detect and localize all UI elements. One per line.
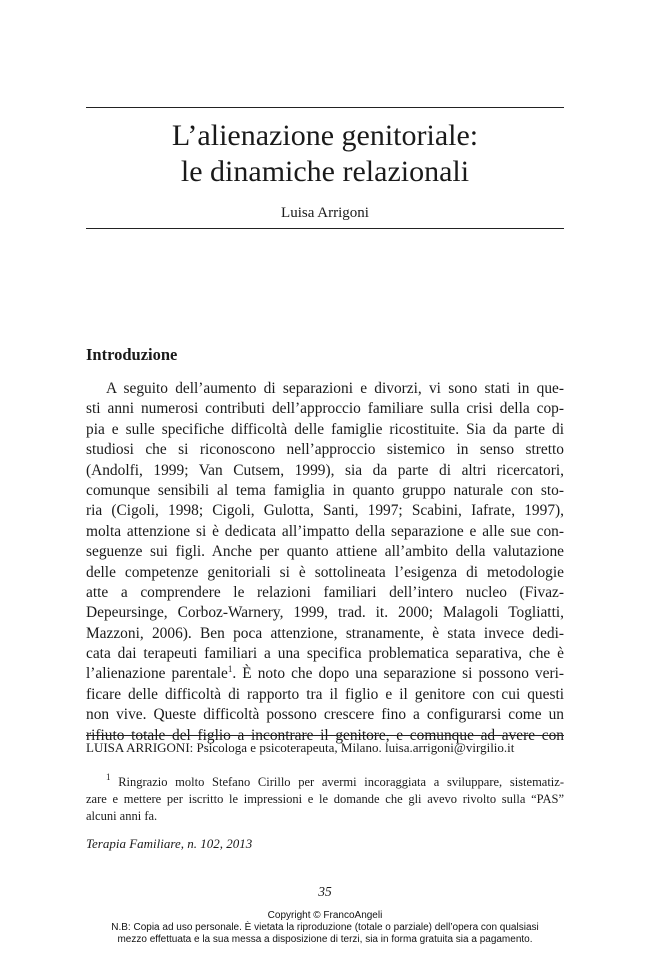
body-line-with-footnote [86, 664, 564, 684]
author-rule [86, 228, 564, 229]
footnote-line: $^1$ Ringrazio molto Stefano Cirillo per avermi incoraggiata a sviluppare, sistematiz- [106, 772, 564, 789]
article-title [86, 118, 564, 190]
copyright-notice [0, 910, 650, 946]
author-affiliation: LUISA ARRIGONI: Psicologa e psicoterapeuta, Milano. luisa.arrigoni@virgilio.it [86, 740, 515, 755]
copyright-line: Copyright © FrancoAngeli [267, 910, 383, 921]
section-heading: Introduzione [86, 345, 178, 364]
body-line: cata dai terapeuti familiari a una specifica problematica separativa, che è [86, 645, 564, 663]
body-line: sti anni numerosi contributi dell’approccio familiare sulla crisi della cop- [86, 400, 564, 418]
body-line: Depeursinge, Corboz-Warnery, 1999, trad. it. 2000; Malagoli Togliatti, [86, 604, 564, 622]
footnote-ref[interactable]: 1 [227, 664, 233, 675]
body-line: A seguito dell’aumento di separazioni e divorzi, vi sono stati in que- [106, 380, 564, 397]
body-line: comunque sensibili al tema famiglia in quanto gruppo naturale con sto- [86, 481, 564, 499]
footnote-line: zare e mettere per iscritto le impressioni e le domande che gli avevo rivolto sulla “PAS” [86, 792, 564, 806]
body-line-tail: . È noto che dopo una separazione si possono veri- [232, 665, 564, 683]
body-text [86, 379, 564, 746]
body-line: (Andolfi, 1999; Van Cutsem, 1999), sia da parte di altri ricercatori, [86, 461, 564, 479]
body-line: seguenze sui figli. Anche per quanto attiene all’ambito della valutazione [86, 543, 564, 561]
body-line: ficare delle difficoltà di rapporto tra il figlio e il genitore con cui questi [86, 685, 564, 703]
body-line: delle competenze genitoriali si è sottolineata l’esigenza di metodologie [86, 563, 564, 581]
body-line: rifiuto totale del figlio a incontrare il genitore, e comunque ad avere con [86, 726, 564, 744]
title-line-1: L’alienazione genitoriale: [171, 119, 479, 152]
body-line: non vive. Queste difficoltà possono crescere fino a configurarsi come un [86, 706, 564, 724]
body-line: pia e sulle specifiche difficoltà delle famiglie ricostituite. Sia da parte di [86, 420, 564, 438]
page-number: 35 [318, 884, 332, 899]
copyright-line: N.B: Copia ad uso personale. È vietata la riproduzione (totale o parziale) dell’opera con qualsiasi [111, 922, 539, 933]
body-line: molta attenzione si è dedicata all’impatto della separazione e alle sue con- [86, 522, 564, 540]
body-line: Mazzoni, 2006). Ben poca attenzione, stranamente, è stata invece dedi- [86, 624, 564, 642]
title-line-2: le dinamiche relazionali [180, 155, 470, 188]
body-line: ria (Cigoli, 1998; Cigoli, Gulotta, Santi, 1997; Scabini, Iafrate, 1997), [86, 502, 564, 520]
body-line: atte a comprendere le relazioni familiari dell’intero nucleo (Fivaz- [86, 583, 564, 601]
footnote [86, 774, 564, 825]
footnote-line: alcuni anni fa. [86, 809, 158, 823]
body-line: studiosi che si riconoscono nell’approccio sistemico in senso stretto [86, 441, 564, 459]
top-rule [86, 107, 564, 108]
author-name: Luisa Arrigoni [281, 205, 369, 221]
journal-reference: Terapia Familiare, n. 102, 2013 [86, 836, 253, 851]
footnote-marker: 1 [106, 772, 111, 782]
body-line-head: l’alienazione parentale [86, 665, 228, 683]
copyright-line: mezzo effettuata e la sua messa a disposizione di terzi, sia in forma gratuita sia a pagamento. [117, 934, 533, 945]
footer-rule [86, 735, 564, 736]
